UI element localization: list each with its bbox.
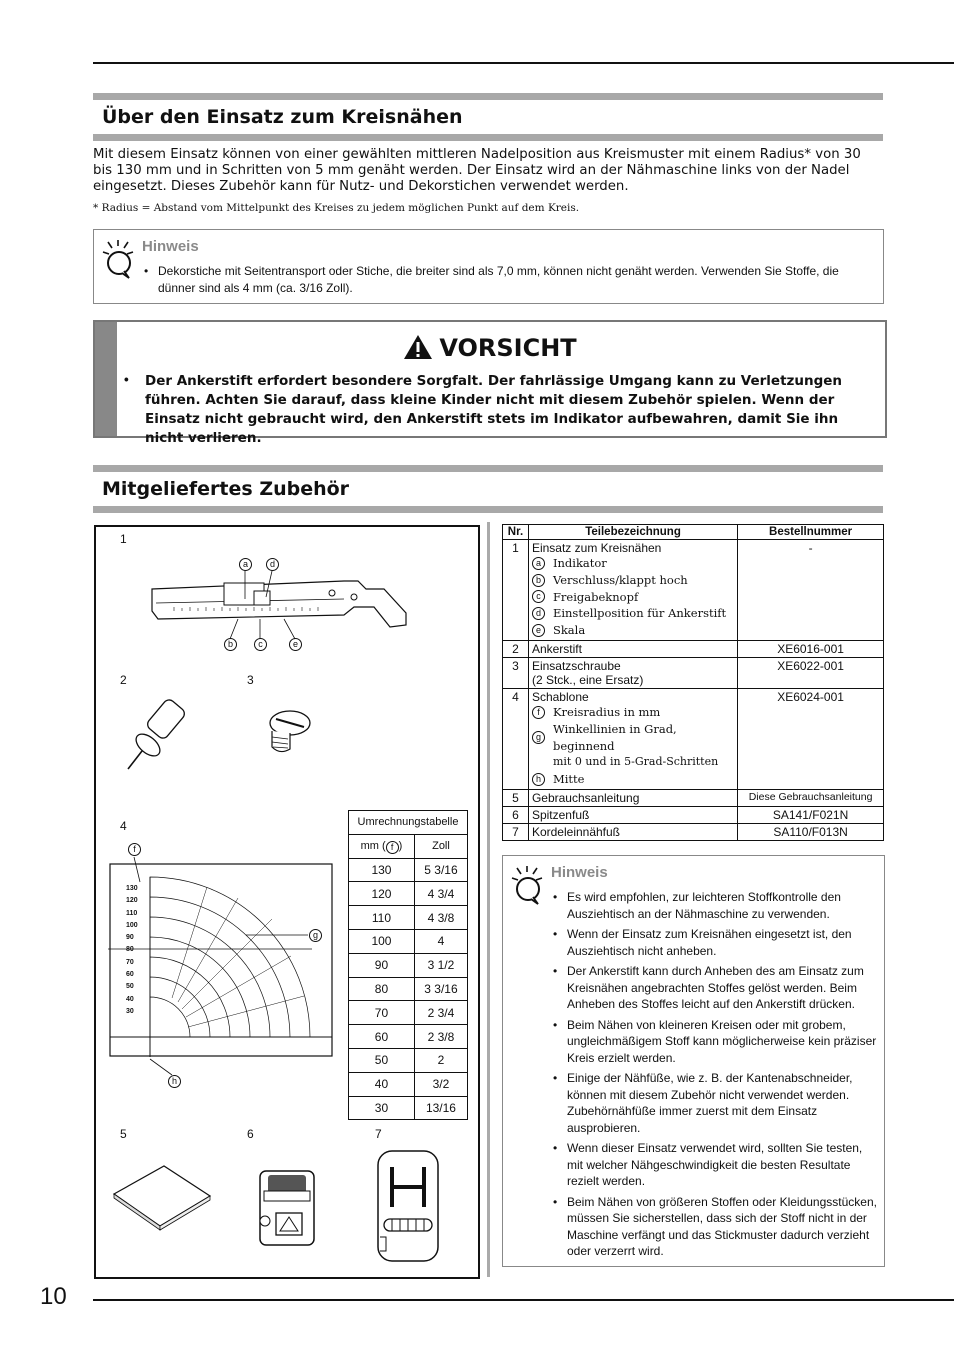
hinweis-title: Hinweis	[551, 864, 608, 881]
vorsicht-heading	[95, 334, 885, 362]
hinweis-item: • Es wird empfohlen, zur leichteren Stoffkontrolle den Ausziehtisch an der Nähmaschine zu verwenden.	[553, 889, 878, 922]
conversion-title: Umrechnungstabelle	[349, 811, 468, 835]
anchor-pin-illustration	[120, 695, 200, 775]
hinweis-box-1	[93, 229, 884, 304]
hinweis-title: Hinweis	[142, 238, 199, 255]
section-header-kreisnaehen	[93, 93, 883, 141]
section-title: Über den Einsatz zum Kreisnähen	[102, 106, 463, 128]
callout-a: a	[239, 558, 252, 571]
figure-number-6: 6	[247, 1127, 254, 1141]
figure-number-7: 7	[375, 1127, 382, 1141]
hinweis-item: • Beim Nähen von größeren Stoffen oder Kleidungsstücken, müssen Sie sicherstellen, dass sich der Stoff nicht in der Maschine verfängt und das Stickmuster dadurch verzieht oder verzerrt wird.	[553, 1194, 878, 1260]
conversion-head-zoll: Zoll	[414, 834, 467, 858]
table-row: 2 Ankerstift XE6016-001	[503, 640, 884, 657]
hinweis-item: • Einige der Nähfüße, wie z. B. der Kantenabschneider, können mit diesem Zubehör nicht verwendet werden. Zubehörnähfüße immer zuerst mit dem Einsatz ausprobieren.	[553, 1070, 878, 1136]
callout-g: g	[309, 929, 322, 942]
hinweis-item: • Dekorstiche mit Seitentransport oder Stiche, die breiter sind als 7,0 mm, können nicht genäht werden. Verwenden Sie Stoffe, die dünner sind als 4 mm (ca. 3/16 Zoll).	[144, 263, 869, 296]
hinweis-item: • Wenn dieser Einsatz verwendet wird, sollten Sie testen, mit welcher Nähgeschwindigkeit die besten Resultate rezielt werden.	[553, 1140, 878, 1190]
table-row: 6 Spitzenfuß SA141/F021N	[503, 806, 884, 823]
template-leader-lines	[96, 827, 336, 1087]
hinweis-list-2	[553, 889, 878, 1264]
table-row: 3 Einsatzschraube (2 Stck., eine Ersatz) XE6022-001	[503, 657, 884, 688]
hinweis-list-1	[144, 263, 869, 300]
table-row: 7 Kordeleinnähfuß SA110/F013N	[503, 823, 884, 840]
parts-header-row: Nr. Teilebezeichnung Bestellnummer	[503, 525, 884, 540]
section-header-zubehoer	[93, 465, 883, 513]
figure-number-5: 5	[120, 1127, 127, 1141]
table-row: 4 Schablone f Kreisradius in mm g Winkellinien in Grad, beginnend mit 0 und in 5-Grad-Schritten h Mitte XE6024-001	[503, 688, 884, 789]
vorsicht-text: Der Ankerstift erfordert besondere Sorgfalt. Der fahrlässige Umgang kann zu Verletzungen führen. Achten Sie darauf, dass kleine Kinder nicht mit diesem Zubehör spielen. Wenn der Einsatz nicht gebraucht wird, den Ankerstift stets im Indikator aufbewahren, damit Sie ihn nicht verlieren.	[145, 373, 843, 446]
hinweis-bulb-icon	[102, 240, 136, 280]
manual-illustration	[112, 1160, 212, 1235]
page-number: 10	[40, 1283, 67, 1310]
intro-paragraph: Mit diesem Einsatz können von einer gewählten mittleren Nadelposition aus Kreismuster mit einem Radius* von 30 bis 130 mm und in Schritten von 5 mm genäht werden. Der Einsatz wird an der Nähmaschine links von der Nadel eingesetzt. Dieses Zubehör kann für Nutz- und Dekorstichen verwendet werden.	[93, 147, 861, 194]
hinweis-box-2	[502, 855, 885, 1267]
callout-f: f	[128, 843, 141, 856]
callout-h: h	[168, 1075, 181, 1088]
bottom-rule	[93, 1299, 954, 1301]
vorsicht-title: VORSICHT	[439, 334, 577, 362]
figure-number-1: 1	[120, 532, 127, 546]
warning-triangle-icon	[403, 334, 433, 360]
callout-b: b	[224, 638, 237, 651]
screw-illustration	[258, 705, 318, 765]
conversion-table: Umrechnungstabelle mm ( f ) Zoll 130 5 3/16 120 4 3/4 110 4 3/8 100 4 90 3 1/2 80 3 3/16 70 2 3/4 60 2 3/8 50 2 40 3/2 30 13/16	[348, 810, 468, 1120]
vorsicht-box	[93, 320, 887, 446]
section-title-2: Mitgeliefertes Zubehör	[102, 478, 350, 500]
template-scale-labels: 130 120 110 100 90 80 70 60 50 40 30	[126, 885, 138, 1015]
column-divider	[487, 522, 490, 1277]
hinweis-item: • Der Ankerstift kann durch Anheben des am Einsatz zum Kreisnähen angebrachten Stoffes gelöst werden. Beim Anheben des Stoffes leicht auf den Ankerstift drücken.	[553, 963, 878, 1013]
kordelfuss-illustration	[372, 1147, 444, 1272]
vorsicht-bullet: •	[124, 372, 129, 387]
callout-e: e	[289, 638, 302, 651]
table-row: 1 Einsatz zum Kreisnähen a Indikator b Verschluss/klappt hoch c Freigabeknopf d Einstellposition für Ankerstift e Skala -	[503, 540, 884, 641]
figure-number-3: 3	[247, 673, 254, 687]
figure-number-4: 4	[120, 819, 127, 833]
conversion-head-mm: mm ( f )	[349, 834, 415, 858]
parts-table	[502, 524, 884, 841]
footnote: * Radius = Abstand vom Mittelpunkt des Kreises zu jedem möglichen Punkt auf dem Kreis.	[93, 202, 580, 214]
table-row: 5 Gebrauchsanleitung Diese Gebrauchsanleitung	[503, 789, 884, 806]
callout-c: c	[254, 638, 267, 651]
accessories-figure	[94, 525, 480, 1279]
top-rule	[93, 62, 954, 64]
callout-leader-lines	[96, 527, 476, 667]
figure-number-2: 2	[120, 673, 127, 687]
callout-d: d	[266, 558, 279, 571]
hinweis-item: • Wenn der Einsatz zum Kreisnähen eingesetzt ist, den Ausziehtisch nicht anheben.	[553, 926, 878, 959]
hinweis-bulb-icon	[511, 866, 545, 906]
hinweis-item: • Beim Nähen von kleineren Kreisen oder mit grobem, ungleichmäßigem Stoff kann möglicherweise kein präziser Kreis erzielt werden.	[553, 1017, 878, 1067]
spitzenfuss-illustration	[254, 1165, 320, 1249]
